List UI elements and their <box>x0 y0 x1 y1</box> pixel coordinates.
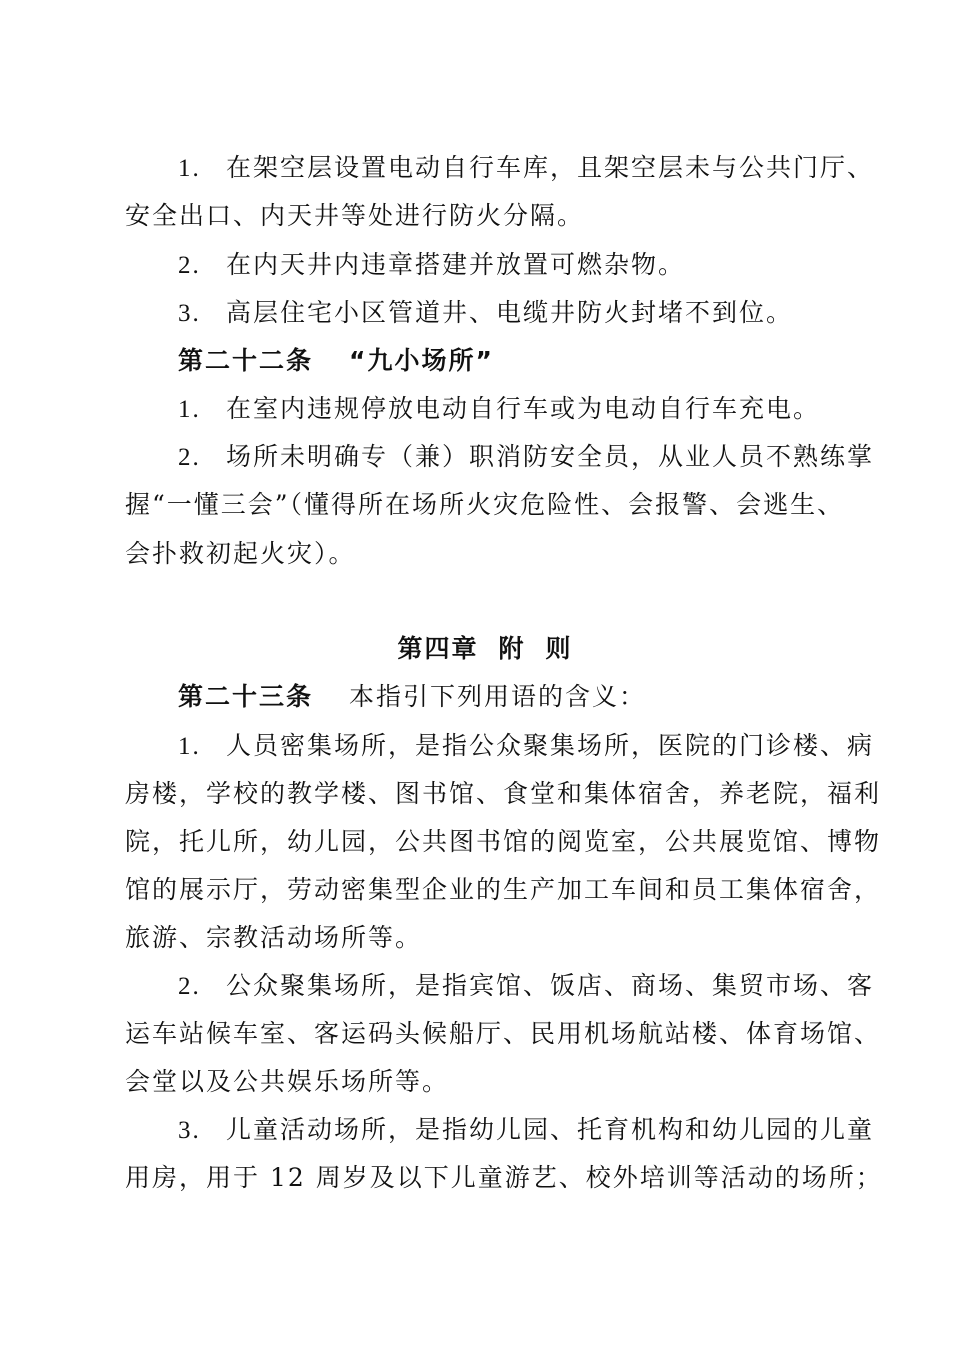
list-item <box>178 248 845 283</box>
article-label: 第二十二条 <box>178 346 314 375</box>
article-title: “九小场所” <box>349 346 494 375</box>
item-text: 儿童活动场所，是指幼儿园、托育机构和幼儿园的儿童 <box>226 1115 875 1144</box>
item-text: 在室内违规停放电动自行车或为电动自行车充电。 <box>226 394 821 423</box>
article-label: 第二十三条 <box>178 682 314 711</box>
item-number: 1. <box>178 396 201 423</box>
list-item-continuation: 院，托儿所，幼儿园，公共图书馆的阅览室，公共展览馆、博物 <box>125 827 882 856</box>
item-number: 2. <box>178 973 201 1000</box>
list-item-continuation: 旅游、宗教活动场所等。 <box>125 923 423 952</box>
item-number: 1. <box>178 155 201 182</box>
list-item <box>178 969 875 1004</box>
list-item-continuation: 安全出口、内天井等处进行防火分隔。 <box>125 201 585 230</box>
article-heading <box>178 680 845 714</box>
item-number: 1. <box>178 733 201 760</box>
chapter-title-part: 则 <box>545 634 573 663</box>
item-text: 公众聚集场所，是指宾馆、饭店、商场、集贸市场、客 <box>226 971 875 1000</box>
item-text: 在架空层设置电动自行车库，且架空层未与公共门厅、 <box>226 153 875 182</box>
list-item-continuation: 握“一懂三会”（懂得所在场所火灾危险性、会报警、会逃生、 <box>125 490 845 519</box>
list-item-continuation: 用房，用于 12 周岁及以下儿童游艺、校外培训等活动的场所； <box>125 1163 883 1192</box>
chapter-title-part: 附 <box>498 634 526 663</box>
item-number: 3. <box>178 1117 201 1144</box>
list-item <box>178 729 875 764</box>
list-item-continuation: 会堂以及公共娱乐场所等。 <box>125 1067 450 1096</box>
item-number: 2. <box>178 252 201 279</box>
article-heading <box>178 344 845 378</box>
item-text: 人员密集场所，是指公众聚集场所，医院的门诊楼、病 <box>226 731 875 760</box>
chapter-title-part: 第四章 <box>397 634 479 663</box>
list-item <box>178 1113 875 1148</box>
chapter-title <box>0 632 970 666</box>
item-number: 2. <box>178 444 201 471</box>
list-item <box>178 151 875 186</box>
list-item-continuation: 房楼，学校的教学楼、图书馆、食堂和集体宿舍，养老院，福利 <box>125 779 882 808</box>
list-item <box>178 440 875 475</box>
item-text: 场所未明确专（兼）职消防安全员，从业人员不熟练掌 <box>226 442 875 471</box>
item-number: 3. <box>178 300 201 327</box>
list-item <box>178 296 845 331</box>
list-item-continuation: 会扑救初起火灾）。 <box>125 539 356 568</box>
list-item <box>178 392 845 427</box>
item-text: 在内天井内违章搭建并放置可燃杂物。 <box>226 250 686 279</box>
article-intro: 本指引下列用语的含义： <box>349 682 647 711</box>
list-item-continuation: 运车站候车室、客运码头候船厅、民用机场航站楼、体育场馆、 <box>125 1019 882 1048</box>
list-item-continuation: 馆的展示厅，劳动密集型企业的生产加工车间和员工集体宿舍， <box>125 875 882 904</box>
item-text: 高层住宅小区管道井、电缆井防火封堵不到位。 <box>226 298 794 327</box>
